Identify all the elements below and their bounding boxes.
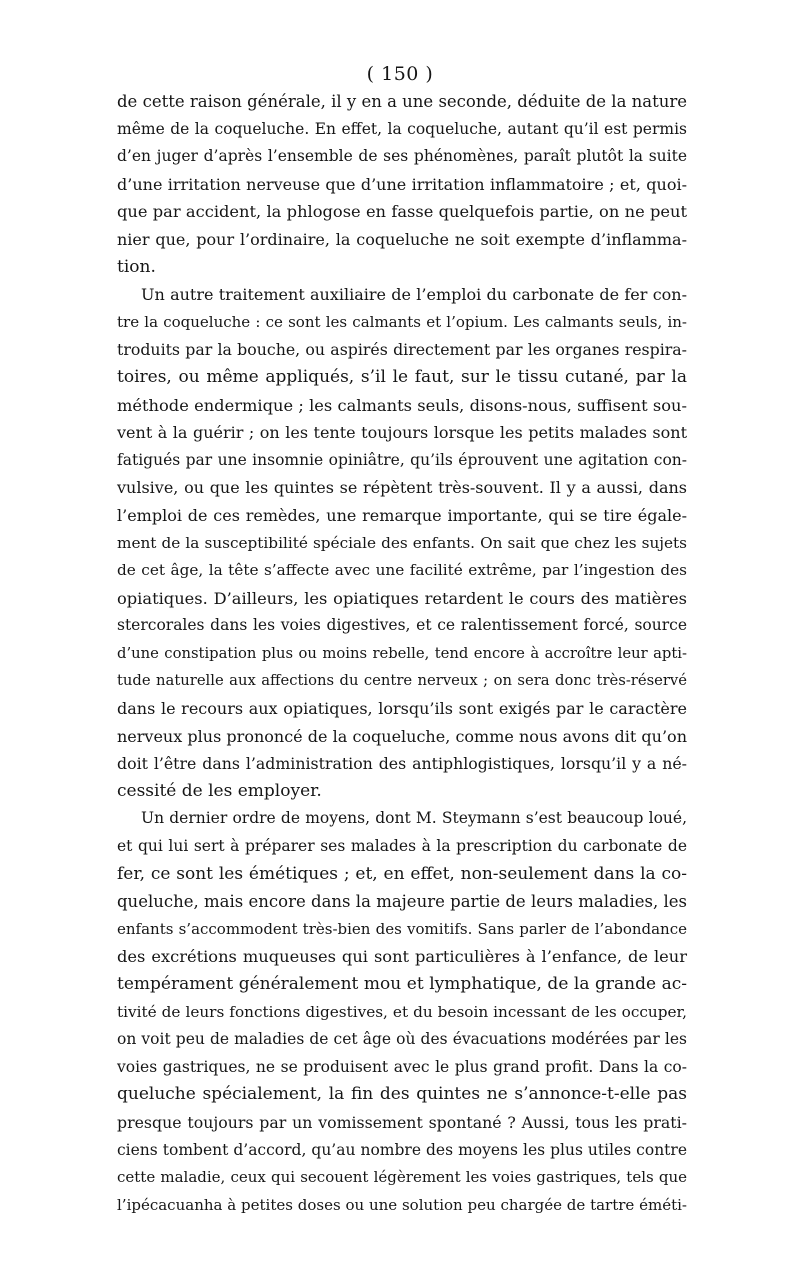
text-line: toires, ou même appliqués, s’il le faut, sur le tissu cutané, par la bbox=[117, 366, 687, 387]
text-line: d’une constipation plus ou moins rebelle, tend encore à accroître leur apti- bbox=[117, 644, 687, 662]
text-line: vulsive, ou que les quintes se répètent très-souvent. Il y a aussi, dans bbox=[117, 478, 687, 498]
text-line: et qui lui sert à préparer ses malades à la prescription du carbonate de bbox=[117, 837, 687, 856]
text-line: troduits par la bouche, ou aspirés directement par les organes respira- bbox=[117, 340, 687, 360]
text-line: Un autre traitement auxiliaire de l’emploi du carbonate de fer con- bbox=[141, 285, 687, 305]
text-line: même de la coqueluche. En effet, la coqueluche, autant qu’il est permis bbox=[117, 119, 687, 138]
text-line: tre la coqueluche : ce sont les calmants et l’opium. Les calmants seuls, in- bbox=[117, 312, 687, 331]
text-line: doit l’être dans l’administration des antiphlogistiques, lorsqu’il y a né- bbox=[117, 754, 687, 774]
text-line: d’une irritation nerveuse que d’une irritation inflammatoire ; et, quoi- bbox=[117, 174, 687, 194]
text-line: cette maladie, ceux qui secouent légèrement les voies gastriques, tels que bbox=[117, 1168, 687, 1187]
text-line: fatigués par une insomnie opiniâtre, qu’ils éprouvent une agitation con- bbox=[117, 450, 687, 469]
page-number: ( 150 ) bbox=[366, 63, 434, 85]
paragraph-1 bbox=[117, 88, 687, 281]
text-line: méthode endermique ; les calmants seuls, disons-nous, suffisent sou- bbox=[117, 395, 687, 415]
text-line: vent à la guérir ; on les tente toujours lorsque les petits malades sont bbox=[117, 423, 687, 443]
text-line: tude naturelle aux affections du centre nerveux ; on sera donc très-réservé bbox=[117, 672, 687, 690]
text-line: de cet âge, la tête s’affecte avec une facilité extrême, par l’ingestion des bbox=[117, 561, 687, 580]
text-line: que par accident, la phlogose en fasse quelquefois partie, on ne peut bbox=[117, 202, 687, 222]
text-line: ciens tombent d’accord, qu’au nombre des moyens les plus utiles contre bbox=[117, 1140, 687, 1159]
body-text bbox=[117, 88, 687, 1219]
text-line: tempérament généralement mou et lymphatique, de la grande ac- bbox=[117, 974, 687, 994]
text-line: opiatiques. D’ailleurs, les opiatiques retardent le cours des matières bbox=[117, 588, 687, 608]
paragraph-2 bbox=[117, 281, 687, 805]
text-line: ment de la susceptibilité spéciale des enfants. On sait que chez les sujets bbox=[117, 533, 687, 552]
text-line: d’en juger d’après l’ensemble de ses phénomènes, paraît plutôt la suite bbox=[117, 147, 687, 166]
text-line: cessité de les employer. bbox=[117, 780, 322, 801]
text-line: tion. bbox=[117, 256, 156, 277]
text-line: tivité de leurs fonctions digestives, et du besoin incessant de les occuper, bbox=[117, 1002, 687, 1021]
text-line: dans le recours aux opiatiques, lorsqu’ils sont exigés par le caractère bbox=[117, 699, 687, 719]
text-line: l’emploi de ces remèdes, une remarque importante, qui se tire égale- bbox=[117, 505, 687, 525]
text-line: voies gastriques, ne se produisent avec le plus grand profit. Dans la co- bbox=[117, 1057, 687, 1076]
text-line: nier que, pour l’ordinaire, la coqueluche ne soit exempte d’inflamma- bbox=[117, 229, 687, 249]
text-line: enfants s’accommodent très-bien des vomitifs. Sans parler de l’abondance bbox=[117, 919, 687, 938]
text-line: de cette raison générale, il y en a une seconde, déduite de la nature bbox=[117, 92, 688, 111]
text-line: nerveux plus prononcé de la coqueluche, comme nous avons dit qu’on bbox=[117, 726, 687, 746]
text-line: presque toujours par un vomissement spontané ? Aussi, tous les prati- bbox=[117, 1112, 687, 1132]
text-line: queluche spécialement, la fin des quintes ne s’annonce-t-elle pas bbox=[117, 1084, 687, 1105]
paragraph-3 bbox=[117, 805, 687, 1219]
text-line: fer, ce sont les émétiques ; et, en effet, non-seulement dans la co- bbox=[117, 863, 687, 884]
text-line: Un dernier ordre de moyens, dont M. Steymann s’est beaucoup loué, bbox=[141, 809, 687, 828]
text-line: l’ipécacuanha à petites doses ou une solution peu chargée de tartre éméti- bbox=[117, 1195, 687, 1214]
text-line: des excrétions muqueuses qui sont particulières à l’enfance, de leur bbox=[117, 947, 687, 967]
text-line: on voit peu de maladies de cet âge où des évacuations modérées par les bbox=[117, 1030, 687, 1049]
text-line: stercorales dans les voies digestives, et ce ralentissement forcé, source bbox=[117, 616, 687, 635]
text-line: queluche, mais encore dans la majeure partie de leurs maladies, les bbox=[117, 892, 687, 912]
